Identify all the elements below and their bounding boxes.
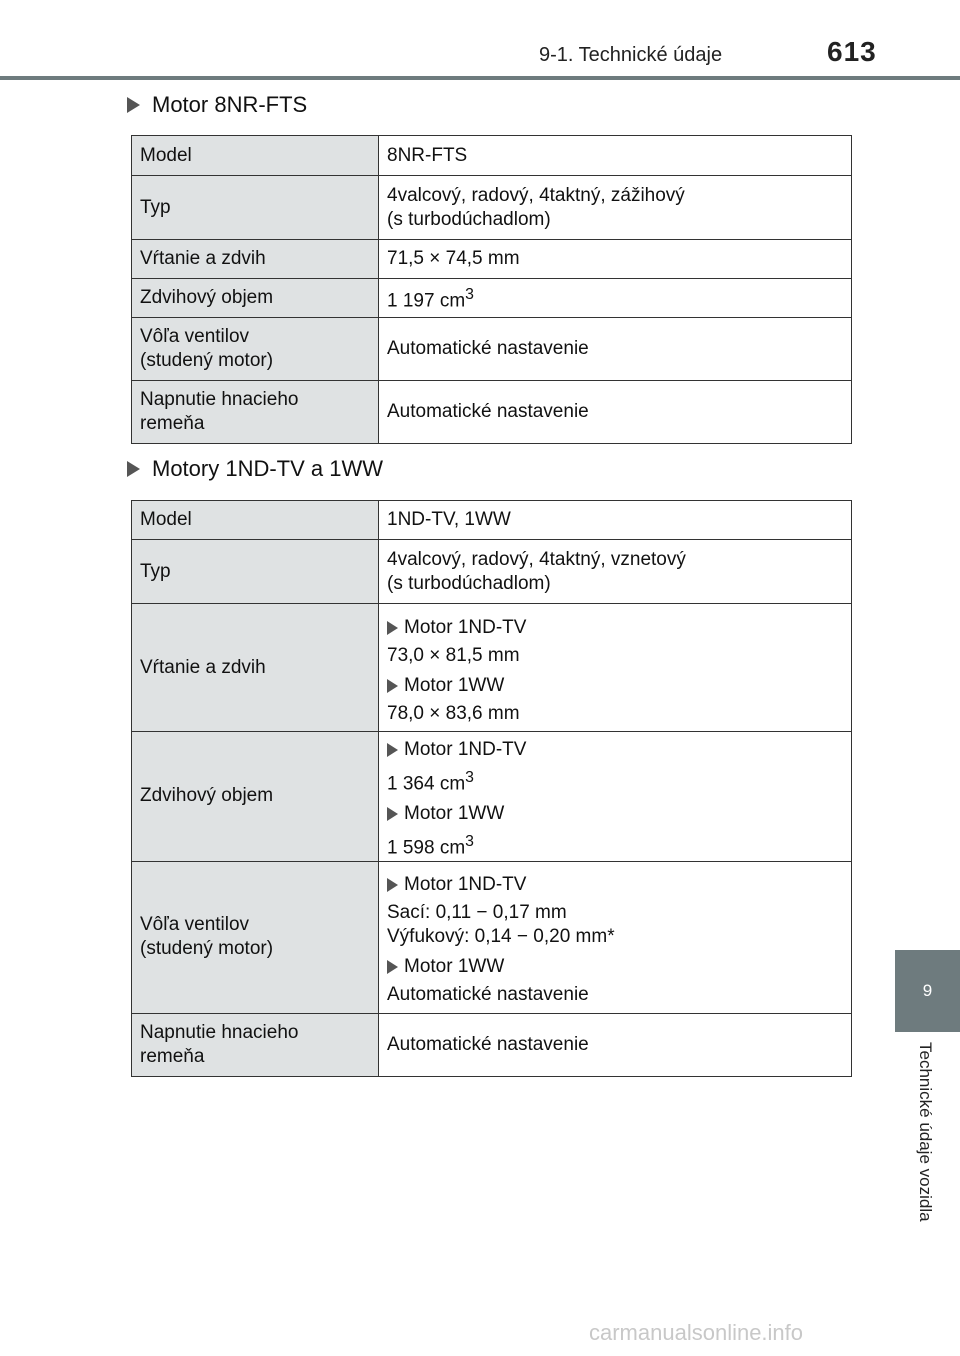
triangle-bullet-icon — [127, 461, 140, 477]
triangle-bullet-icon — [387, 621, 398, 635]
sub-heading: Motor 1WW — [387, 674, 843, 698]
row-value: 4valcový, radový, 4taktný, vznetový (s turbodúchadlom) — [379, 540, 852, 604]
row-label: Zdvihový objem — [132, 732, 379, 862]
header-section-title: 9-1. Technické údaje — [539, 44, 723, 66]
sub-heading: Motor 1ND-TV — [387, 738, 843, 762]
table-row — [132, 136, 852, 176]
triangle-bullet-icon — [387, 878, 398, 892]
row-label: Model — [132, 136, 379, 176]
row-value: 71,5 × 74,5 mm — [379, 240, 852, 279]
table-row — [132, 279, 852, 318]
row-value: Automatické nastavenie — [379, 318, 852, 381]
row-value: Automatické nastavenie — [379, 1013, 852, 1076]
section-heading-8nr-fts — [127, 92, 307, 118]
chapter-tab — [895, 950, 960, 1032]
row-value: Automatické nastavenie — [379, 381, 852, 444]
spec-table-8nr-fts — [131, 135, 852, 444]
row-value: Motor 1ND-TV Sací: 0,11 − 0,17 mm Výfukový: 0,14 − 0,20 mm* Motor 1WW Automatické nastavenie — [379, 861, 852, 1013]
chapter-title-vertical: Technické údaje vozidla — [916, 1042, 935, 1222]
table-row — [132, 318, 852, 381]
triangle-bullet-icon — [127, 97, 140, 113]
triangle-bullet-icon — [387, 807, 398, 821]
row-value: Motor 1ND-TV 73,0 × 81,5 mm Motor 1WW 78,0 × 83,6 mm — [379, 604, 852, 732]
row-label: Vŕtanie a zdvih — [132, 240, 379, 279]
chapter-tab-number: 9 — [922, 981, 933, 1000]
row-value: 1 197 $cm^3$ — [379, 279, 852, 318]
row-label: Vôľa ventilov (studený motor) — [132, 318, 379, 381]
row-value: 4valcový, radový, 4taktný, zážihový (s turbodúchadlom) — [379, 176, 852, 240]
table-row — [132, 501, 852, 540]
row-value: 8NR-FTS — [379, 136, 852, 176]
row-label: Zdvihový objem — [132, 279, 379, 318]
watermark: carmanualsonline.info — [589, 1320, 804, 1345]
triangle-bullet-icon — [387, 743, 398, 757]
table-row — [132, 732, 852, 862]
table-row — [132, 176, 852, 240]
row-value: Motor 1ND-TV 1 364 $cm^3$ Motor 1WW 1 598 $cm^3$ — [379, 732, 852, 862]
row-label: Vôľa ventilov (studený motor) — [132, 861, 379, 1013]
sub-heading: Motor 1ND-TV — [387, 873, 843, 897]
row-label: Model — [132, 501, 379, 540]
sub-heading: Motor 1ND-TV — [387, 616, 843, 640]
page-number: 613 — [827, 36, 877, 67]
header-rule — [0, 76, 960, 80]
row-label: Vŕtanie a zdvih — [132, 604, 379, 732]
row-label: Typ — [132, 176, 379, 240]
table-row — [132, 381, 852, 444]
table-row — [132, 540, 852, 604]
section-heading-text: Motor 8NR-FTS — [152, 92, 308, 117]
table-row — [132, 604, 852, 732]
row-label: Napnutie hnacieho remeňa — [132, 1013, 379, 1076]
triangle-bullet-icon — [387, 679, 398, 693]
table-row — [132, 861, 852, 1013]
row-label: Napnutie hnacieho remeňa — [132, 381, 379, 444]
sub-heading: Motor 1WW — [387, 955, 843, 979]
table-row — [132, 240, 852, 279]
spec-table-1nd-tv-1ww — [131, 500, 852, 1077]
sub-heading: Motor 1WW — [387, 802, 843, 826]
triangle-bullet-icon — [387, 960, 398, 974]
section-heading-text: Motory 1ND-TV a 1WW — [152, 456, 384, 481]
section-heading-1nd-tv-1ww — [127, 456, 383, 482]
row-value: 1ND-TV, 1WW — [379, 501, 852, 540]
table-row — [132, 1013, 852, 1076]
row-label: Typ — [132, 540, 379, 604]
